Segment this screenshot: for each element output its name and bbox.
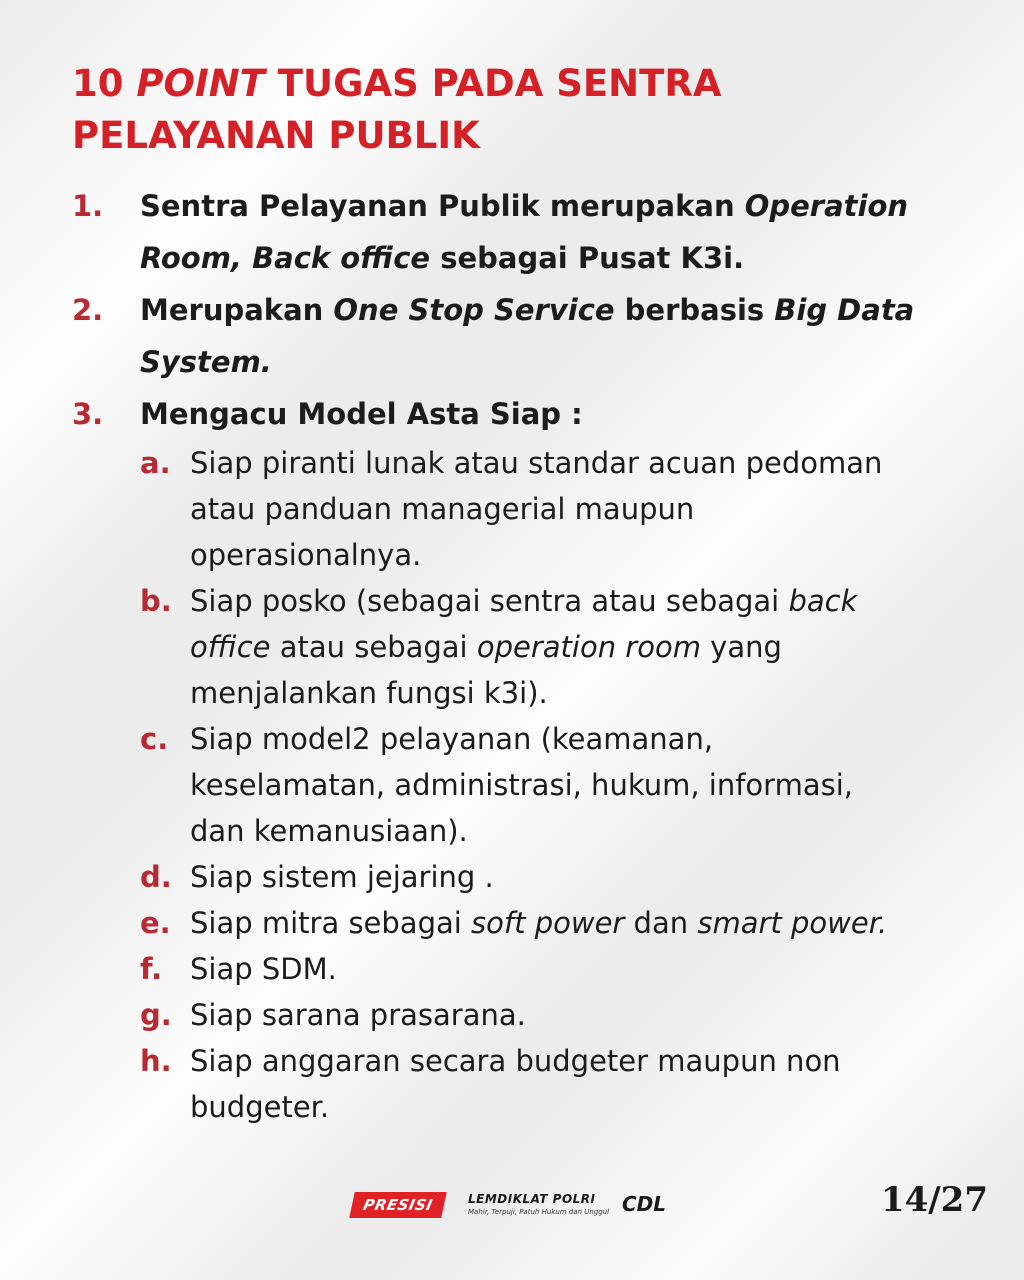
sub-item-text: Siap mitra sebagai (190, 906, 472, 940)
sub-item-text-italic: soft power (471, 906, 625, 940)
item-text-italic: Big Data (774, 293, 915, 327)
item-text-line: Mengacu Model Asta Siap : (140, 397, 583, 431)
sub-item-line: Siap anggaran secara budgeter maupun non (190, 1044, 841, 1078)
item-text-italic: One Stop Service (333, 293, 615, 327)
list-item-3 (72, 388, 972, 440)
sub-item-text-italic: office (190, 630, 271, 664)
sub-item-text-italic: back (788, 584, 858, 618)
item-text-italic: Operation (744, 189, 909, 223)
sub-item-g (72, 992, 972, 1038)
sub-item-a (72, 440, 972, 578)
lemdiklat-logo (468, 1192, 609, 1216)
title-line-1 (72, 58, 952, 110)
sub-item-line: budgeter. (190, 1090, 330, 1124)
point-list (72, 180, 972, 1130)
page-number: 14/27 (880, 1180, 988, 1220)
sub-item-line: Siap model2 pelayanan (keamanan, (190, 722, 714, 756)
sub-item-b (72, 578, 972, 716)
sub-item-text-italic: smart power. (697, 906, 888, 940)
sub-item-letter: f. (140, 952, 163, 986)
sub-item-text: Siap posko (sebagai sentra atau sebagai (190, 584, 789, 618)
title-suffix: TUGAS PADA SENTRA (264, 62, 722, 105)
sub-item-letter: h. (140, 1044, 172, 1078)
sub-item-letter: d. (140, 860, 172, 894)
sub-item-line: atau panduan managerial maupun (190, 492, 695, 526)
sub-item-line (190, 900, 972, 946)
sub-item-text-italic: operation room (476, 630, 701, 664)
sub-item-line (190, 624, 972, 670)
sub-item-line: keselamatan, administrasi, hukum, informasi, (190, 768, 853, 802)
item-text-italic: Room, Back office (140, 241, 431, 275)
title-prefix: 10 (72, 62, 137, 105)
sub-item-text: dan (624, 906, 698, 940)
sub-item-line: Siap SDM. (190, 952, 337, 986)
sub-item-line: operasionalnya. (190, 538, 422, 572)
title-italic: POINT (136, 62, 265, 105)
cdl-logo: CDL (622, 1192, 667, 1216)
item-text: sebagai Pusat K3i. (430, 241, 745, 275)
sub-item-letter: a. (140, 446, 171, 480)
item-text: berbasis (614, 293, 775, 327)
sub-item-line: Siap sarana prasarana. (190, 998, 526, 1032)
item-text-italic: System. (140, 345, 272, 379)
sub-item-f (72, 946, 972, 992)
sub-item-h (72, 1038, 972, 1130)
sub-item-d (72, 854, 972, 900)
sub-item-text: atau sebagai (270, 630, 477, 664)
list-item-2 (72, 284, 972, 388)
item-number: 3. (72, 397, 104, 431)
item-text-line (140, 180, 972, 232)
sub-item-line: Siap piranti lunak atau standar acuan pedoman (190, 446, 883, 480)
sub-item-c (72, 716, 972, 854)
sub-item-letter: g. (140, 998, 172, 1032)
sub-item-letter: c. (140, 722, 169, 756)
presisi-logo: PRESISI (349, 1192, 447, 1218)
sub-item-line (190, 578, 972, 624)
sub-item-letter: e. (140, 906, 171, 940)
item-text: Sentra Pelayanan Publik merupakan (140, 189, 745, 223)
item-number: 1. (72, 189, 104, 223)
list-item-1 (72, 180, 972, 284)
item-text: Merupakan (140, 293, 334, 327)
item-text-line (140, 336, 972, 388)
lemdiklat-name: LEMDIKLAT POLRI (468, 1192, 596, 1206)
title-line-2: PELAYANAN PUBLIK (72, 114, 480, 157)
item-text-line (140, 232, 972, 284)
page-title (72, 58, 952, 162)
lemdiklat-tagline: Mahir, Terpuji, Patuh Hukum dan Unggul (468, 1208, 610, 1216)
item-text-line (140, 284, 972, 336)
sub-item-line: Siap sistem jejaring . (190, 860, 494, 894)
sub-item-text: yang (700, 630, 782, 664)
sub-item-line: dan kemanusiaan). (190, 814, 468, 848)
sub-item-letter: b. (140, 584, 172, 618)
sub-item-line: menjalankan fungsi k3i). (190, 676, 548, 710)
item-number: 2. (72, 293, 104, 327)
sub-item-e (72, 900, 972, 946)
